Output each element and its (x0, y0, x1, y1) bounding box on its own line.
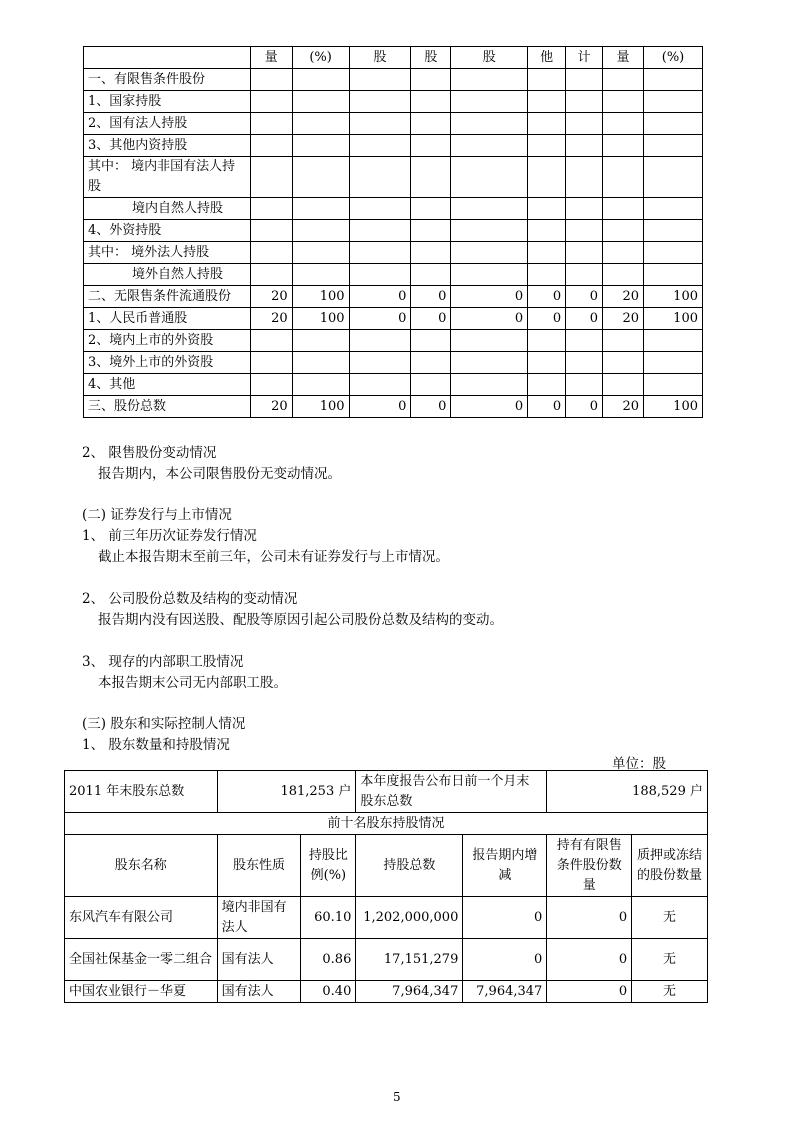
cell (250, 264, 292, 286)
cell (451, 69, 528, 91)
table-row (84, 374, 703, 396)
cell (411, 113, 451, 135)
cell (566, 352, 603, 374)
cell (528, 220, 566, 242)
cell (451, 352, 528, 374)
cell (603, 330, 644, 352)
row-label: 其中： 境内非国有法人持股 (84, 157, 251, 198)
cell: 0 (528, 396, 566, 418)
share-change-table (83, 46, 703, 418)
cell: 100 (292, 308, 349, 330)
cell (644, 198, 703, 220)
cell: 股 (451, 47, 528, 69)
cell: 0.40 (301, 981, 356, 1003)
total-shareholders-label: 2011 年末股东总数 (65, 771, 218, 813)
cell: 100 (644, 396, 703, 418)
cell (349, 69, 411, 91)
cell (566, 113, 603, 135)
cell (451, 198, 528, 220)
cell (644, 264, 703, 286)
cell (603, 91, 644, 113)
cell (250, 352, 292, 374)
cell: 0 (566, 308, 603, 330)
cell (603, 198, 644, 220)
cell (451, 135, 528, 157)
cell (349, 264, 411, 286)
unit-label: 单位：股 (612, 756, 666, 772)
cell: 17,151,279 (356, 939, 463, 981)
cell (349, 135, 411, 157)
cell: 0 (411, 286, 451, 308)
row-label: 境内自然人持股 (84, 198, 251, 220)
cell (292, 242, 349, 264)
cell (644, 220, 703, 242)
cell: 20 (603, 396, 644, 418)
cell: 计 (566, 47, 603, 69)
cell: 7,964,347 (463, 981, 547, 1003)
cell (292, 264, 349, 286)
cell (250, 69, 292, 91)
cell: 100 (292, 286, 349, 308)
row-label: 1、人民币普通股 (84, 308, 251, 330)
row-label: 2、国有法人持股 (84, 113, 251, 135)
cell (411, 135, 451, 157)
cell (349, 157, 411, 198)
row-label: 3、境外上市的外资股 (84, 352, 251, 374)
cell: 0 (349, 396, 411, 418)
cell (411, 198, 451, 220)
cell (644, 69, 703, 91)
cell (603, 69, 644, 91)
cell (644, 242, 703, 264)
cell: 20 (603, 286, 644, 308)
cell (349, 198, 411, 220)
cell (349, 113, 411, 135)
cell (349, 91, 411, 113)
cell (644, 374, 703, 396)
column-header: 股东性质 (217, 835, 301, 897)
cell (349, 352, 411, 374)
cell (528, 157, 566, 198)
row-label: 三、股份总数 (84, 396, 251, 418)
row-label: 4、外资持股 (84, 220, 251, 242)
cell: 0.86 (301, 939, 356, 981)
cell (528, 330, 566, 352)
cell (528, 198, 566, 220)
cell: 0 (566, 396, 603, 418)
table-row (65, 939, 708, 981)
table-row (65, 981, 708, 1003)
cell (566, 220, 603, 242)
table-row (84, 91, 703, 113)
cell (644, 113, 703, 135)
cell (644, 91, 703, 113)
cell (250, 157, 292, 198)
section-title-employee-shares: 3、 现存的内部职工股情况 (82, 654, 244, 670)
cell (566, 374, 603, 396)
cell (250, 198, 292, 220)
section-title-restricted-change: 2、 限售股份变动情况 (82, 445, 217, 461)
cell: 股 (349, 47, 411, 69)
cell: 100 (644, 308, 703, 330)
cell: 0 (547, 981, 632, 1003)
cell: 0 (528, 286, 566, 308)
cell: 7,964,347 (356, 981, 463, 1003)
cell (292, 220, 349, 242)
table-row (84, 264, 703, 286)
cell (292, 157, 349, 198)
cell (411, 242, 451, 264)
cell (292, 198, 349, 220)
row-label: 1、国家持股 (84, 91, 251, 113)
cell: 100 (644, 286, 703, 308)
cell (250, 113, 292, 135)
cell: 他 (528, 47, 566, 69)
cell (411, 220, 451, 242)
cell: 20 (603, 308, 644, 330)
cell: 0 (566, 286, 603, 308)
cell: 0 (451, 308, 528, 330)
section-heading-securities: (二) 证券发行与上市情况 (82, 507, 232, 523)
table-row (65, 897, 708, 939)
cell: 0 (528, 308, 566, 330)
shareholder-table (64, 770, 708, 1003)
cell (250, 91, 292, 113)
cell (528, 69, 566, 91)
section-title-structure-change: 2、 公司股份总数及结构的变动情况 (82, 591, 298, 607)
cell (451, 330, 528, 352)
cell (528, 242, 566, 264)
column-header: 持股总数 (356, 835, 463, 897)
cell (528, 264, 566, 286)
cell (566, 198, 603, 220)
cell: 量 (603, 47, 644, 69)
cell (292, 330, 349, 352)
cell (349, 242, 411, 264)
cell: 境内非国有法人 (217, 897, 301, 939)
cell (603, 374, 644, 396)
cell (292, 91, 349, 113)
table-header-row (84, 47, 703, 69)
cell (603, 264, 644, 286)
cell (528, 135, 566, 157)
total-shareholders-value: 181,253 户 (217, 771, 356, 813)
cell (250, 374, 292, 396)
cell (603, 113, 644, 135)
cell (451, 374, 528, 396)
cell (603, 157, 644, 198)
table-row (84, 352, 703, 374)
paragraph-restricted-change: 报告期内，本公司限售股份无变动情况。 (98, 466, 341, 482)
cell: (%) (644, 47, 703, 69)
table-row (84, 157, 703, 198)
cell: 量 (250, 47, 292, 69)
cell (528, 91, 566, 113)
cell: (%) (292, 47, 349, 69)
cell: 20 (250, 396, 292, 418)
cell (250, 330, 292, 352)
cell: 0 (411, 396, 451, 418)
cell (644, 135, 703, 157)
cell: 0 (349, 286, 411, 308)
cell (603, 242, 644, 264)
paragraph-issuance: 截止本报告期末至前三年，公司未有证券发行与上市情况。 (98, 549, 449, 565)
cell (292, 69, 349, 91)
top-ten-title: 前十名股东持股情况 (65, 813, 708, 835)
cell: 东风汽车有限公司 (65, 897, 218, 939)
cell: 0 (451, 286, 528, 308)
cell (250, 242, 292, 264)
cell (451, 91, 528, 113)
cell (451, 220, 528, 242)
row-label (84, 47, 251, 69)
column-header: 报告期内增减 (463, 835, 547, 897)
month-shareholders-value: 188,529 户 (547, 771, 708, 813)
table-row (84, 396, 703, 418)
row-label: 3、其他内资持股 (84, 135, 251, 157)
cell (250, 135, 292, 157)
cell: 100 (292, 396, 349, 418)
cell: 无 (632, 981, 708, 1003)
paragraph-structure-change: 报告期内没有因送股、配股等原因引起公司股份总数及结构的变动。 (98, 612, 503, 628)
cell (528, 113, 566, 135)
cell (603, 352, 644, 374)
cell (451, 113, 528, 135)
cell: 无 (632, 939, 708, 981)
cell (566, 157, 603, 198)
table-row (84, 135, 703, 157)
cell: 国有法人 (217, 939, 301, 981)
cell (411, 69, 451, 91)
cell (349, 374, 411, 396)
cell: 0 (547, 939, 632, 981)
cell (644, 330, 703, 352)
paragraph-employee-shares: 本报告期末公司无内部职工股。 (98, 675, 287, 691)
cell: 国有法人 (217, 981, 301, 1003)
column-header: 持有有限售条件股份数量 (547, 835, 632, 897)
cell (644, 352, 703, 374)
cell: 0 (547, 897, 632, 939)
cell: 无 (632, 897, 708, 939)
section-heading-shareholders: (三) 股东和实际控制人情况 (82, 716, 246, 732)
row-label: 境外自然人持股 (84, 264, 251, 286)
table-row (84, 220, 703, 242)
cell (411, 330, 451, 352)
cell (451, 242, 528, 264)
month-shareholders-label: 本年度报告公布日前一个月末股东总数 (356, 771, 547, 813)
cell: 0 (411, 308, 451, 330)
cell (411, 91, 451, 113)
cell (292, 374, 349, 396)
column-header: 持股比例(%) (301, 835, 356, 897)
row-label: 4、其他 (84, 374, 251, 396)
cell (528, 352, 566, 374)
table-row (84, 308, 703, 330)
cell (292, 113, 349, 135)
cell (566, 330, 603, 352)
cell: 0 (451, 396, 528, 418)
cell (566, 91, 603, 113)
cell (292, 135, 349, 157)
cell (411, 374, 451, 396)
cell: 20 (250, 308, 292, 330)
cell (451, 157, 528, 198)
table-row (84, 198, 703, 220)
cell (451, 264, 528, 286)
row-label: 一、有限售条件股份 (84, 69, 251, 91)
cell (644, 157, 703, 198)
cell: 1,202,000,000 (356, 897, 463, 939)
cell: 20 (250, 286, 292, 308)
cell (603, 135, 644, 157)
cell (411, 352, 451, 374)
row-label: 其中： 境外法人持股 (84, 242, 251, 264)
cell (411, 157, 451, 198)
page-number: 5 (393, 1090, 401, 1104)
cell (566, 135, 603, 157)
cell: 中国农业银行－华夏 (65, 981, 218, 1003)
cell (566, 242, 603, 264)
table-row (84, 330, 703, 352)
cell: 0 (463, 939, 547, 981)
cell (349, 220, 411, 242)
table-row (84, 113, 703, 135)
section-title-shareholder-count: 1、 股东数量和持股情况 (82, 737, 230, 753)
cell (250, 220, 292, 242)
table-row (84, 69, 703, 91)
cell: 60.10 (301, 897, 356, 939)
cell: 股 (411, 47, 451, 69)
column-header: 质押或冻结的股份数量 (632, 835, 708, 897)
table-row (84, 286, 703, 308)
cell: 0 (349, 308, 411, 330)
cell (349, 330, 411, 352)
cell (566, 69, 603, 91)
table-row (84, 242, 703, 264)
row-label: 2、境内上市的外资股 (84, 330, 251, 352)
cell (292, 352, 349, 374)
section-title-issuance: 1、 前三年历次证券发行情况 (82, 528, 257, 544)
column-header: 股东名称 (65, 835, 218, 897)
row-label: 二、无限售条件流通股份 (84, 286, 251, 308)
cell (603, 220, 644, 242)
cell: 0 (463, 897, 547, 939)
cell (528, 374, 566, 396)
cell (566, 264, 603, 286)
cell: 全国社保基金一零二组合 (65, 939, 218, 981)
cell (411, 264, 451, 286)
